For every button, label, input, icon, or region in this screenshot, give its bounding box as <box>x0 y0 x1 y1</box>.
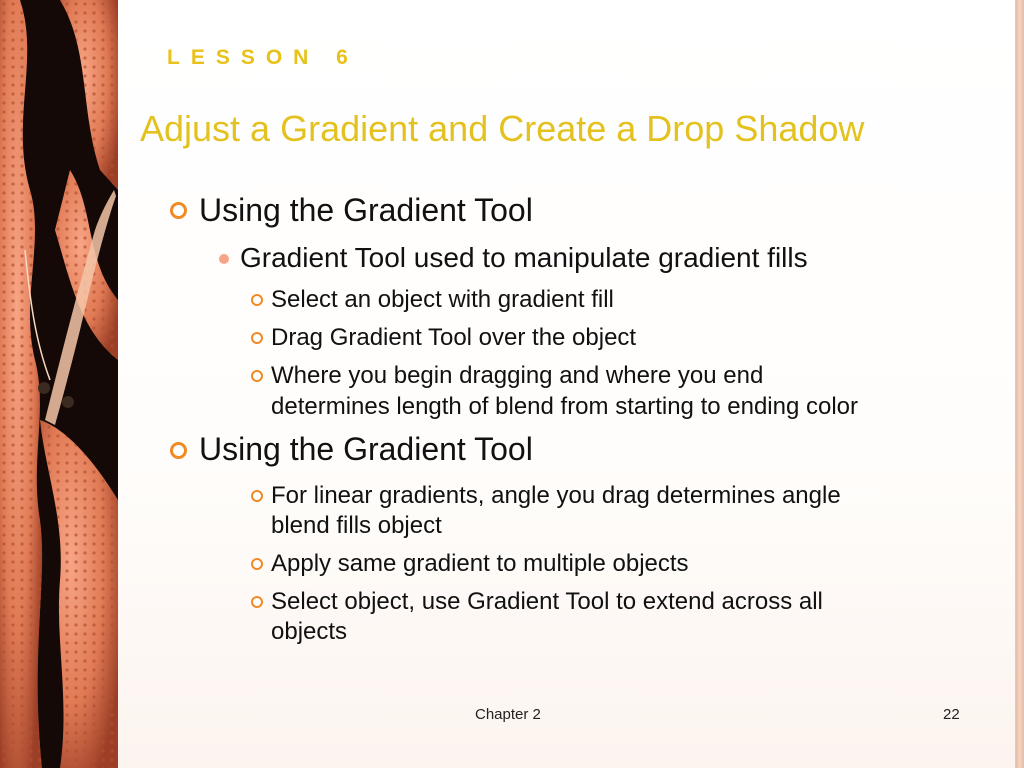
page-number: 22 <box>943 706 960 723</box>
detail-point: Select an object with gradient fill <box>271 286 614 313</box>
sub-point: Gradient Tool used to manipulate gradient fills <box>240 242 808 273</box>
small-ring-bullet-icon <box>251 490 263 502</box>
small-ring-bullet-icon <box>251 596 263 608</box>
detail-point: Select object, use Gradient Tool to extend across all <box>271 588 823 615</box>
detail-point: Drag Gradient Tool over the object <box>271 324 637 351</box>
ring-bullet-icon <box>170 202 187 219</box>
detail-point: Apply same gradient to multiple objects <box>271 550 689 577</box>
section-heading: Using the Gradient Tool <box>199 431 533 467</box>
dot-bullet-icon <box>219 254 229 264</box>
slide-title: Adjust a Gradient and Create a Drop Shadow <box>140 108 865 149</box>
detail-point-continued: determines length of blend from starting to ending color <box>271 393 859 420</box>
detail-point-continued: blend fills object <box>271 512 442 539</box>
detail-point-continued: objects <box>271 618 348 645</box>
section-heading: Using the Gradient Tool <box>199 192 533 228</box>
detail-point: For linear gradients, angle you drag determines angle <box>271 482 841 509</box>
small-ring-bullet-icon <box>251 332 263 344</box>
small-ring-bullet-icon <box>251 370 263 382</box>
footer-chapter: Chapter 2 <box>475 706 541 723</box>
ring-bullet-icon <box>170 442 187 459</box>
small-ring-bullet-icon <box>251 294 263 306</box>
lesson-label: LESSON 6 <box>167 46 359 69</box>
detail-point: Where you begin dragging and where you end <box>271 362 764 389</box>
small-ring-bullet-icon <box>251 558 263 570</box>
right-border <box>1016 0 1024 768</box>
coral-image <box>0 0 118 768</box>
